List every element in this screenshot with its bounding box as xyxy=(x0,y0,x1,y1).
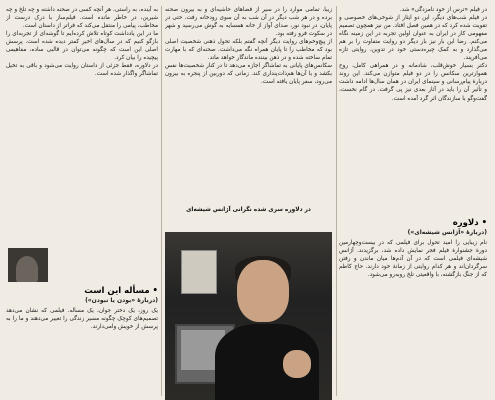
column-middle xyxy=(165,6,332,209)
col-right-para-3: دکتر بسیار خوش‌قلب، شادمانه و در همراهی کامل، روح هموارترین سکانس را در دو فیلم متوازن می‌کند. این روند دربارهٔ پیام‌رسانی و سینمای ایران در همان سال‌ها ادامه داشت و تأثیر آن را باید در آثار بعدی نیز پی گرفت. در گام نخست، گفت‌وگو با سازندگان اثر گرد آمده است. xyxy=(339,63,487,102)
column-divider xyxy=(161,6,162,396)
column-left xyxy=(6,6,158,243)
film-still-figure xyxy=(16,256,38,282)
col-right-para-2: در فیلم شب‌های دیگر، این دو ایثار از شوخی‌های خصوصی و تقویت شده کرد که در همین فصل افتاد. من نیز همچون تصمیم مفهومی کار در ایران به عنوان اولین تجربه در این زمینه نگاه می‌کنم. رضا این بار نیز بار دیگر دو روایت متفاوت را بر هم می‌گذارد و به کمک چیره‌دستی خود در تدوین، روایتی تازه می‌آفریند. xyxy=(339,15,487,62)
photo-figure-hand xyxy=(283,350,311,378)
section-masale-body: یک روز، یک دختر جوان، یک مسأله. فیلمی که نشان می‌دهد تصمیم‌های کوچک چگونه مسیر زندگی را تغییر می‌دهند و ما را به پرسش از خویش وامی‌دارند. xyxy=(6,308,158,331)
section-delavareh-heading: • دلاوره xyxy=(452,218,487,228)
photo-figure-head xyxy=(237,260,289,322)
section-masale xyxy=(6,286,158,331)
section-delavareh-subheading: (دربارهٔ «آژانس شیشه‌ای») xyxy=(407,229,487,236)
section-delavareh xyxy=(339,218,487,279)
photo-board xyxy=(181,250,217,294)
column-right xyxy=(339,6,487,396)
section-masale-subheading: (دربارهٔ «بودن یا نبودن») xyxy=(85,297,158,304)
col-middle-para-3: سکانس‌های پایانی به تماشاگر اجازه می‌دهد تا در کنار شخصیت‌ها نفس بکشد و با آن‌ها هم‌ذات‌پنداری کند. زمانی که دوربین از پنجره به بیرون می‌رود، سفر پایان یافته است. xyxy=(165,63,332,86)
col-left-para-3: در دلاوره، فقط جزئی از داستان روایت می‌شود و باقی به تخیل تماشاگر واگذار شده است. xyxy=(6,63,158,78)
section-masale-heading: • مسأله این است xyxy=(84,286,158,296)
col-middle-para-2: از پیچ‌وخم‌های روایت دیگر آنچه گفتم بلکه تحول ذهنی شخصیت اصلی بود که مخاطب را تا پایان همراه نگه می‌داشت. صحنه‌ای که با مهارت تمام ساخته شده و در ذهن بیننده ماندگار خواهد ماند. xyxy=(165,39,332,62)
col-right-para-1: در فیلم «ترس از خود نامزدگی» شد. xyxy=(399,7,487,13)
col-middle-para-1: زیبا، تمامی موارد را در سیر از فضاهای حاشیه‌ای و به بیرون صحنه برده و در هر شب دیگر در آن شب به آن سوی رودخانه رفت. حتی در پایان، در نبود نور، صدای آواز از خانه همسایه به گوش می‌رسید و شهر در سکوت فرو رفته بود. xyxy=(165,7,332,38)
film-still xyxy=(8,248,48,282)
col-left-para-1: به آینده، به راستی، هر آنچه کسی در صحنه داشته و چه تلخ و چه شیرین، در خاطر مانده است. فیلم‌ساز با درک درست از مخاطب، پیامی را منتقل می‌کند که فراتر از داستان است. xyxy=(6,7,158,30)
section-delavareh-body: نام زیبایی را امید تحول برای فیلمی که در بیست‌وچهارمین دورهٔ جشنوارهٔ فیلم فجر نمایش داده شد، برگزیدند. آژانس شیشه‌ای فیلمی است که در آن آدم‌ها میان ماندن و رفتن سرگردان‌اند و هر کدام روایتی از زمانهٔ خود دارند. حاج کاظم که از جنگ بازگشته، با واقعیتی تلخ روبه‌رو می‌شود. xyxy=(339,240,487,279)
actor-photo xyxy=(165,232,332,400)
column-divider xyxy=(336,6,337,396)
col-left-para-2: ما در این یادداشت کوتاه تلاش کرده‌ایم تا گوشه‌ای از تجربه‌ای را بازگو کنیم که در سال‌های اخیر کمتر دیده شده است. پرسش اصلی این است که چگونه می‌توان در قالبی ساده، مفاهیمی پیچیده را بیان کرد. xyxy=(6,31,158,62)
photo-caption: در دلاوره سری شده نگرانی آژانس شیشه‌ای xyxy=(186,207,311,213)
